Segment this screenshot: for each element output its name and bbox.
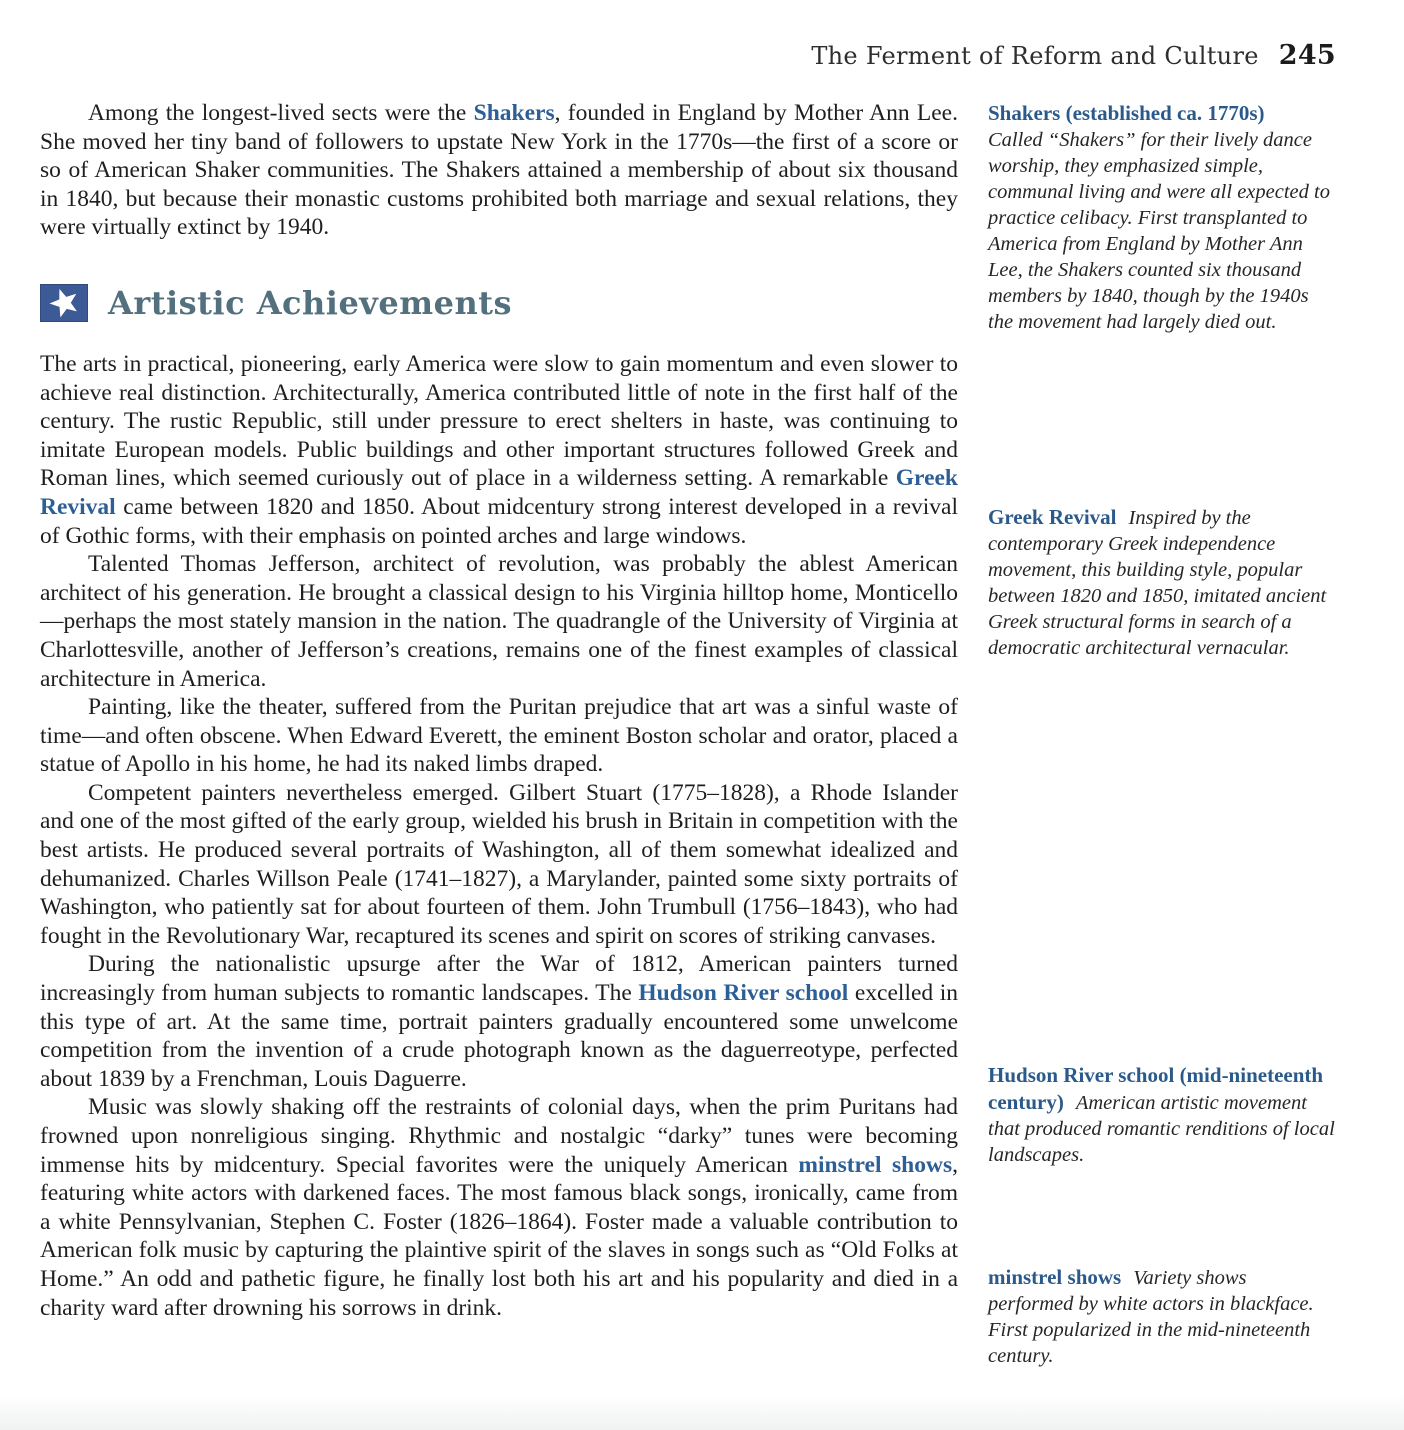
margin-note-term: Shakers (established ca. 1770s): [988, 101, 1265, 125]
margin-note-definition: American artistic movement that produced romantic renditions of local landscapes.: [988, 1092, 1335, 1166]
key-term: Greek Revival: [40, 465, 958, 520]
page-number: 245: [1278, 40, 1336, 71]
margin-note: [988, 100, 1336, 335]
margin-note-definition: Variety shows performed by white actors in blackface. First popularized in the mid-nineteenth century.: [988, 1267, 1314, 1367]
paragraph-text: Competent painters nevertheless emerged. Gilbert Stuart (1775–1828), a Rhode Islander and one of the most gifted of the early group, wielded his brush in Britain in competition with the best artists. He produced several portraits of Washington, all of them somewhat idealized and dehumanized. Charles Willson Peale (1741–1827), a Marylander, painted some sixty portraits of Washington, who patiently sat for about fourteen of them. John Trumbull (1756–1843), who had fought in the Revolutionary War, recaptured its scenes and spirit on scores of striking canvases.: [40, 779, 958, 949]
margin-note-term: minstrel shows: [988, 1265, 1122, 1289]
running-head-title: The Ferment of Reform and Culture: [811, 42, 1259, 70]
paragraph-text: Talented Thomas Jefferson, architect of revolution, was probably the ablest American architect of his generation. He brought a classical design to his Virginia hilltop home, Monticello—perhaps the most stately mansion in the nation. The quadrangle of the University of Virginia at Charlottesville, another of Jefferson’s creations, remains one of the finest examples of classical architecture in America.: [40, 551, 958, 692]
paragraph-text: came between 1820 and 1850. About midcentury strong interest developed in a revival of Gothic forms, with their emphasis on pointed arches and large windows.: [40, 493, 958, 549]
paragraph-text: The arts in practical, pioneering, early America were slow to gain momentum and even slower to achieve real distinction. Architecturally, America contributed little of note in the first half of the century. The rustic Republic, still under pressure to erect shelters in haste, was continuing to imitate European models. Public buildings and other important structures followed Greek and Roman lines, which seemed curiously out of place in a wilderness setting. A remarkable: [40, 350, 958, 492]
star-icon: [40, 284, 88, 322]
margin-note-term: Hudson River school (mid-nineteenth century): [988, 1063, 1324, 1114]
body-paragraph: [40, 550, 958, 693]
body-paragraph: [40, 779, 958, 951]
paragraph-text: , featuring white actors with darkened faces. The most famous black songs, ironically, came from a white Pennsylvanian, Stephen C. Foster (1826–1864). Foster made a valuable contribution to American folk music by capturing the plaintive spirit of the slaves in songs such as “Old Folks at Home.” An odd and pathetic figure, he finally lost both his art and his popularity and died in a charity ward after drowning his sorrows in drink.: [40, 1151, 958, 1321]
margin-note: [988, 1264, 1336, 1369]
section-heading-text: Artistic Achievements: [108, 283, 513, 322]
paragraph-text: Among the longest-lived sects were the: [88, 100, 474, 126]
key-term: Hudson River school: [638, 980, 849, 1007]
paragraph-text: Music was slowly shaking off the restraints of colonial days, when the prim Puritans had frowned upon nonreligious singing. Rhythmic and nostalgic “darky” tunes were becoming immense hits by midcentury. Special favorites were the uniquely American: [40, 1094, 958, 1178]
margin-note: [988, 1062, 1336, 1168]
body-paragraph: [40, 1093, 958, 1322]
key-term: minstrel shows: [798, 1151, 953, 1178]
section-heading: [40, 284, 958, 322]
main-column: [40, 99, 958, 1322]
margin-note-term: Greek Revival: [988, 505, 1117, 529]
body-paragraph: [40, 99, 958, 242]
key-term: Shakers: [473, 100, 555, 126]
margin-note-definition: Called “Shakers” for their lively dance worship, they emphasized simple, communal living and were all expected to practice celibacy. First transplanted to America from England by Mother Ann Lee, the Shakers counted six thousand members by 1840, though by the 1940s the movement had largely died out.: [988, 129, 1330, 333]
body-paragraph: [40, 693, 958, 779]
margin-note-definition: Inspired by the contemporary Greek independence movement, this building style, popular between 1820 and 1850, imitated ancient Greek structural forms in search of a democratic architectural vernacular.: [988, 507, 1327, 659]
paragraph-text: excelled in this type of art. At the same time, portrait painters gradually encountered some unwelcome competition from the invention of a crude photograph known as the daguerreotype, perfected about 1839 by a Frenchman, Louis Daguerre.: [40, 980, 959, 1092]
body-paragraph: [40, 950, 958, 1093]
paragraph-text: During the nationalistic upsurge after the War of 1812, American painters turned increasingly from human subjects to romantic landscapes. The: [40, 951, 958, 1007]
body-paragraph: [40, 350, 958, 550]
paragraph-text: , founded in England by Mother Ann Lee. She moved her tiny band of followers to upstate New York in the 1770s—the first of a score or so of American Shaker communities. The Shakers attained a membership of about six thousand in 1840, but because their monastic customs prohibited both marriage and sexual relations, they were virtually extinct by 1940.: [40, 100, 958, 241]
paragraph-text: Painting, like the theater, suffered from the Puritan prejudice that art was a sinful waste of time—and often obscene. When Edward Everett, the eminent Boston scholar and orator, placed a statue of Apollo in his home, he had its naked limbs draped.: [40, 694, 958, 778]
margin-note: [988, 504, 1336, 661]
margin-notes: [988, 0, 1336, 1430]
